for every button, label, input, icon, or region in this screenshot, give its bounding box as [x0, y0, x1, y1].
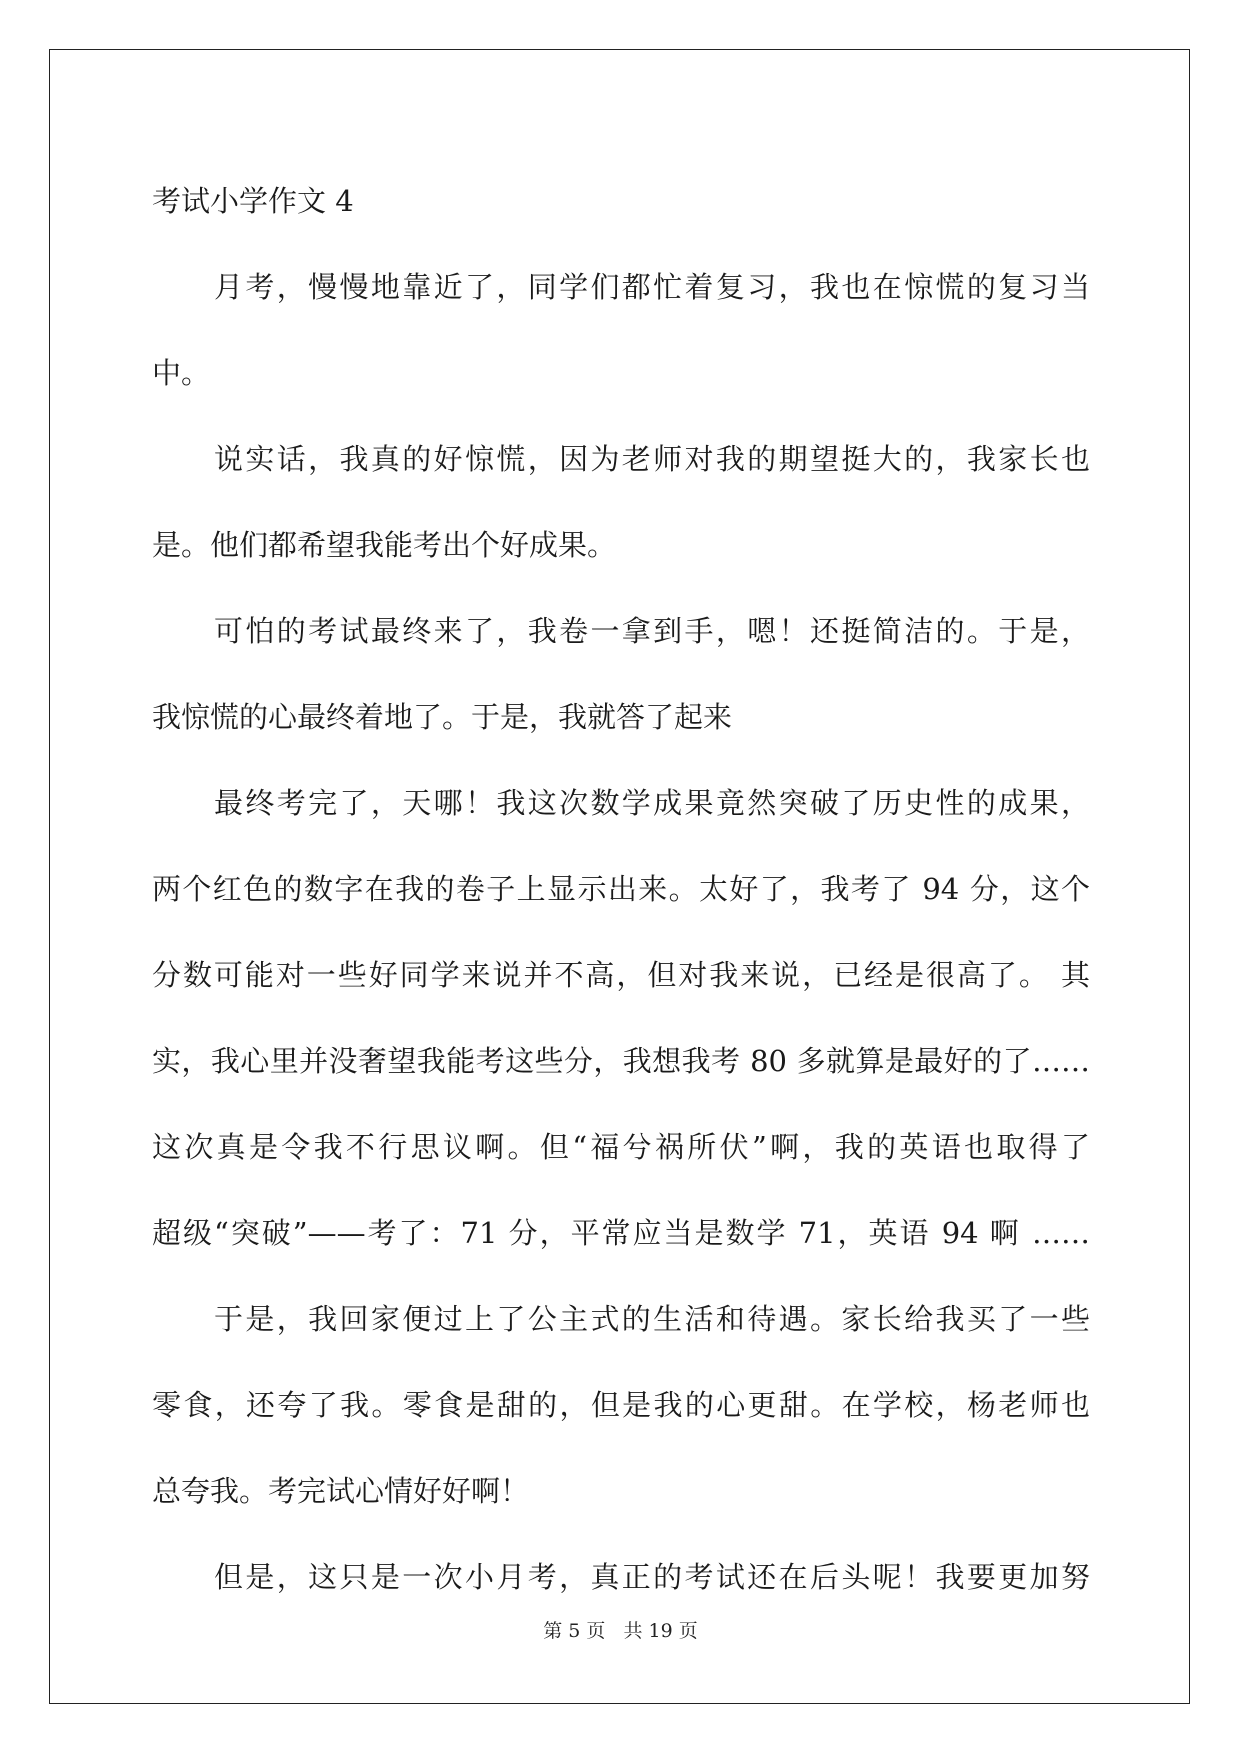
text-line: 是。他们都希望我能考出个好成果。	[152, 528, 617, 562]
document-body	[152, 158, 1090, 1620]
text-line: 分数可能对一些好同学来说并不高，但对我来说，已经是很高了。 其	[152, 958, 1090, 992]
text-line: 中。	[152, 356, 211, 390]
text-line: 超级“突破”——考了：71 分，平常应当是数学 71，英语 94 啊 ……	[152, 1216, 1090, 1250]
document-title: 考试小学作文 4	[152, 184, 354, 218]
text-line: 总夸我。考完试心情好好啊！	[152, 1474, 530, 1508]
text-line: 月考，慢慢地靠近了，同学们都忙着复习，我也在惊慌的复习当	[214, 270, 1090, 304]
text-line: 说实话，我真的好惊慌，因为老师对我的期望挺大的，我家长也	[214, 442, 1090, 476]
text-line: 最终考完了，天哪！我这次数学成果竟然突破了历史性的成果，	[214, 786, 1090, 820]
text-line: 可怕的考试最终来了，我卷一拿到手，嗯！还挺简洁的。于是，	[214, 614, 1090, 648]
text-line: 零食，还夸了我。零食是甜的，但是我的心更甜。在学校，杨老师也	[152, 1388, 1090, 1422]
text-line: 实，我心里并没奢望我能考这些分，我想我考 80 多就算是最好的了……	[152, 1044, 1090, 1078]
page-footer	[0, 1618, 1241, 1644]
text-line: 于是，我回家便过上了公主式的生活和待遇。家长给我买了一些	[214, 1302, 1090, 1336]
text-line: 我惊慌的心最终着地了。于是，我就答了起来	[152, 700, 733, 734]
paragraph-lines	[152, 244, 1090, 1620]
text-line: 两个红色的数字在我的卷子上显示出来。太好了，我考了 94 分，这个	[152, 872, 1090, 906]
page-number: 第 5 页	[543, 1620, 606, 1642]
text-line: 这次真是令我不行思议啊。但“福兮祸所伏”啊，我的英语也取得了	[152, 1130, 1090, 1164]
text-line: 但是，这只是一次小月考，真正的考试还在后头呢！我要更加努	[214, 1560, 1090, 1594]
page-total: 共 19 页	[623, 1620, 698, 1642]
